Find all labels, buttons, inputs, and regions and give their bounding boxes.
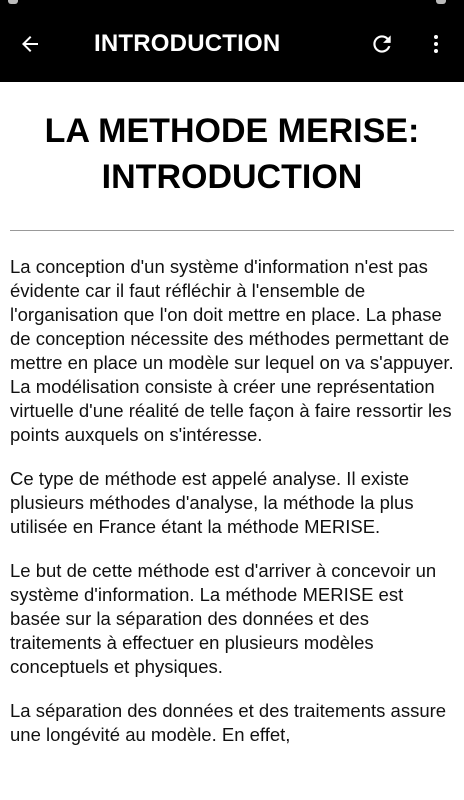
article-paragraph: Le but de cette méthode est d'arriver à concevoir un système d'information. La méthode MERISE est basée sur la séparation des données et des traitements à effectuer en plusieurs modèles conceptuels et physiques. bbox=[10, 560, 437, 677]
back-button[interactable] bbox=[12, 26, 48, 62]
app-bar-title: INTRODUCTION bbox=[94, 30, 281, 57]
arrow-back-icon bbox=[18, 32, 42, 56]
app-bar bbox=[0, 6, 464, 82]
article-paragraph: La séparation des données et des traitements assure une longévité au modèle. En effet, bbox=[10, 700, 447, 745]
article-paragraph: La conception d'un système d'information n'est pas évidente car il faut réfléchir à l'ensemble de l'organisation que l'on doit mettre en place. La phase de conception nécessite des méthodes permettant de mettre en place un modèle sur lequel on va s'appuyer. La modélisation consiste à créer une représentation virtuelle d'une réalité de telle façon à faire ressortir les points auxquels on s'intéresse. bbox=[10, 256, 454, 445]
article-body bbox=[10, 231, 454, 747]
more-vert-icon bbox=[424, 32, 448, 56]
status-icon bbox=[8, 0, 18, 4]
article-paragraph: Ce type de méthode est appelé analyse. Il existe plusieurs méthodes d'analyse, la méthode la plus utilisée en France étant la méthode MERISE. bbox=[10, 468, 414, 537]
article-heading: LA METHODE MERISE: INTRODUCTION bbox=[44, 112, 420, 196]
article-content[interactable] bbox=[0, 82, 464, 800]
status-icon bbox=[436, 0, 446, 4]
refresh-icon bbox=[369, 31, 395, 57]
refresh-button[interactable] bbox=[364, 26, 400, 62]
more-options-button[interactable] bbox=[418, 26, 454, 62]
